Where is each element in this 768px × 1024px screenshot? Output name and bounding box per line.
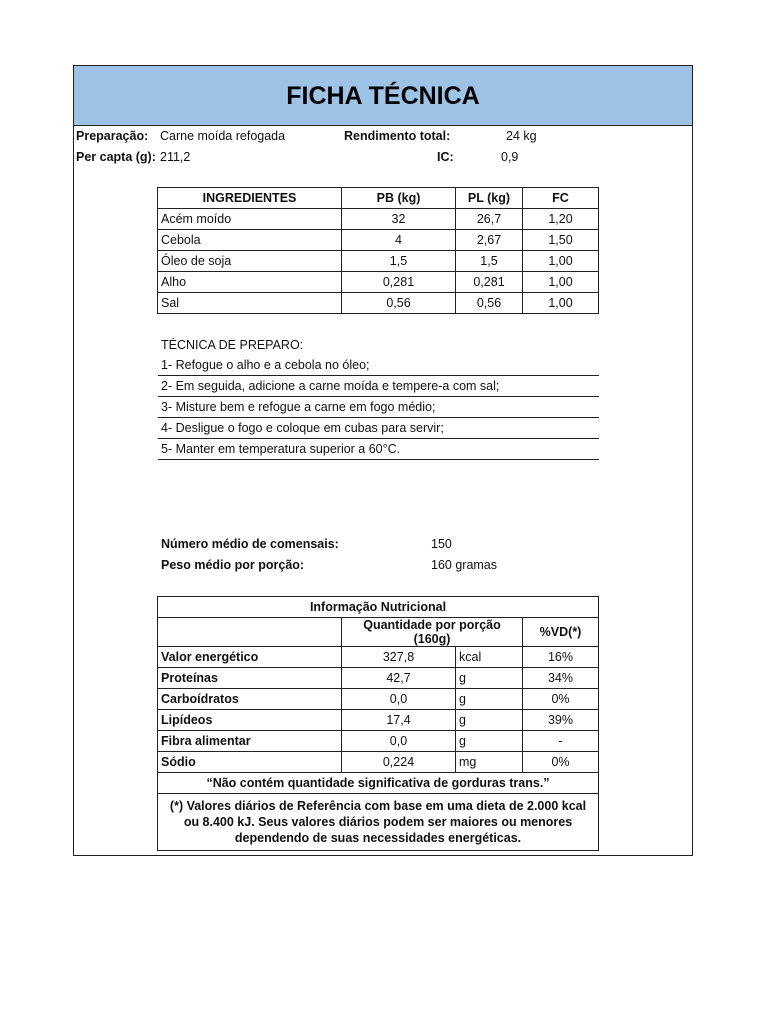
ingredients-col-header: INGREDIENTES <box>158 188 342 209</box>
nutrient-unit: mg <box>456 752 523 773</box>
ingredient-fc: 1,50 <box>523 230 599 251</box>
nutrient-unit: kcal <box>456 647 523 668</box>
ingredient-name: Alho <box>158 272 342 293</box>
nutrient-vd: 0% <box>523 689 599 710</box>
ingredient-fc: 1,00 <box>523 251 599 272</box>
nutrient-vd: - <box>523 731 599 752</box>
ingredient-fc: 1,00 <box>523 272 599 293</box>
qty-header: Quantidade por porção (160g) <box>342 618 523 647</box>
nutrition-title: Informação Nutricional <box>158 597 599 618</box>
table-row <box>158 752 599 773</box>
table-row <box>158 668 599 689</box>
preparacao-value: Carne moída refogada <box>160 129 286 143</box>
ingredient-pl: 2,67 <box>456 230 523 251</box>
nutrient-vd: 16% <box>523 647 599 668</box>
ingredient-name: Acém moído <box>158 209 342 230</box>
nutrient-qty: 17,4 <box>342 710 456 731</box>
preparacao-label: Preparação: <box>76 129 149 143</box>
list-item: 5- Manter em temperatura superior a 60°C. <box>158 439 599 460</box>
list-item: 3- Misture bem e refogue a carne em fogo médio; <box>158 397 599 418</box>
nutrient-name: Proteínas <box>158 668 342 689</box>
nutrient-qty: 0,0 <box>342 689 456 710</box>
nutrient-name: Sódio <box>158 752 342 773</box>
nutrient-qty: 42,7 <box>342 668 456 689</box>
table-row <box>158 731 599 752</box>
vd-header: %VD(*) <box>523 618 599 647</box>
table-row <box>158 689 599 710</box>
table-row <box>158 251 599 272</box>
list-item: 2- Em seguida, adicione a carne moída e tempere-a com sal; <box>158 376 599 397</box>
table-row <box>158 272 599 293</box>
table-row <box>158 293 599 314</box>
nutrient-name: Carboídratos <box>158 689 342 710</box>
table-row <box>158 230 599 251</box>
fc-col-header: FC <box>523 188 599 209</box>
ingredient-pb: 32 <box>342 209 456 230</box>
nutrition-empty-header <box>158 618 342 647</box>
nutrition-table <box>157 596 599 851</box>
list-item: 1- Refogue o alho e a cebola no óleo; <box>158 355 599 376</box>
ic-value: 0,9 <box>501 150 519 164</box>
nutrient-qty: 0,224 <box>342 752 456 773</box>
nutrient-name: Lipídeos <box>158 710 342 731</box>
nutrient-vd: 34% <box>523 668 599 689</box>
ficha-tecnica-sheet <box>73 65 693 856</box>
ingredient-pl: 1,5 <box>456 251 523 272</box>
ingredient-pb: 4 <box>342 230 456 251</box>
ingredient-fc: 1,00 <box>523 293 599 314</box>
rendimento-value: 24 kg <box>506 129 537 143</box>
nutrient-qty: 0,0 <box>342 731 456 752</box>
nutrient-vd: 39% <box>523 710 599 731</box>
nutrient-unit: g <box>456 689 523 710</box>
ingredient-pl: 0,56 <box>456 293 523 314</box>
numero-comensais-value: 150 <box>431 537 452 551</box>
table-row <box>158 710 599 731</box>
nutrient-unit: g <box>456 731 523 752</box>
ingredient-pb: 0,281 <box>342 272 456 293</box>
table-row <box>158 209 599 230</box>
ingredient-pl: 0,281 <box>456 272 523 293</box>
preparo-title: TÉCNICA DE PREPARO: <box>161 338 304 352</box>
numero-comensais-label: Número médio de comensais: <box>161 537 339 551</box>
page-title: FICHA TÉCNICA <box>74 66 692 126</box>
ingredients-table <box>157 187 599 314</box>
per-capta-value: 211,2 <box>160 150 191 164</box>
peso-porcao-value: 160 gramas <box>431 558 498 572</box>
ingredient-pb: 0,56 <box>342 293 456 314</box>
per-capta-label: Per capta (g): <box>76 150 156 164</box>
peso-porcao-label: Peso médio por porção: <box>161 558 305 572</box>
ic-label: IC: <box>437 150 454 164</box>
nutrient-name: Fibra alimentar <box>158 731 342 752</box>
footnote: (*) Valores diários de Referência com base em uma dieta de 2.000 kcal ou 8.400 kJ. Seus valores diários podem ser maiores ou menores dependendo de suas necessidades energéticas. <box>158 794 599 851</box>
rendimento-label: Rendimento total: <box>344 129 451 143</box>
nutrient-qty: 327,8 <box>342 647 456 668</box>
ingredient-name: Sal <box>158 293 342 314</box>
list-item: 4- Desligue o fogo e coloque em cubas para servir; <box>158 418 599 439</box>
ingredient-name: Cebola <box>158 230 342 251</box>
trans-fat-note: “Não contém quantidade significativa de gorduras trans.” <box>158 773 599 794</box>
nutrient-unit: g <box>456 710 523 731</box>
pl-col-header: PL (kg) <box>456 188 523 209</box>
pb-col-header: PB (kg) <box>342 188 456 209</box>
ingredient-pb: 1,5 <box>342 251 456 272</box>
preparo-section <box>158 335 599 460</box>
ingredient-pl: 26,7 <box>456 209 523 230</box>
nutrient-vd: 0% <box>523 752 599 773</box>
ingredient-fc: 1,20 <box>523 209 599 230</box>
nutrient-name: Valor energético <box>158 647 342 668</box>
table-row <box>158 647 599 668</box>
ingredient-name: Óleo de soja <box>158 251 342 272</box>
ingredients-header-row <box>158 188 599 209</box>
nutrient-unit: g <box>456 668 523 689</box>
